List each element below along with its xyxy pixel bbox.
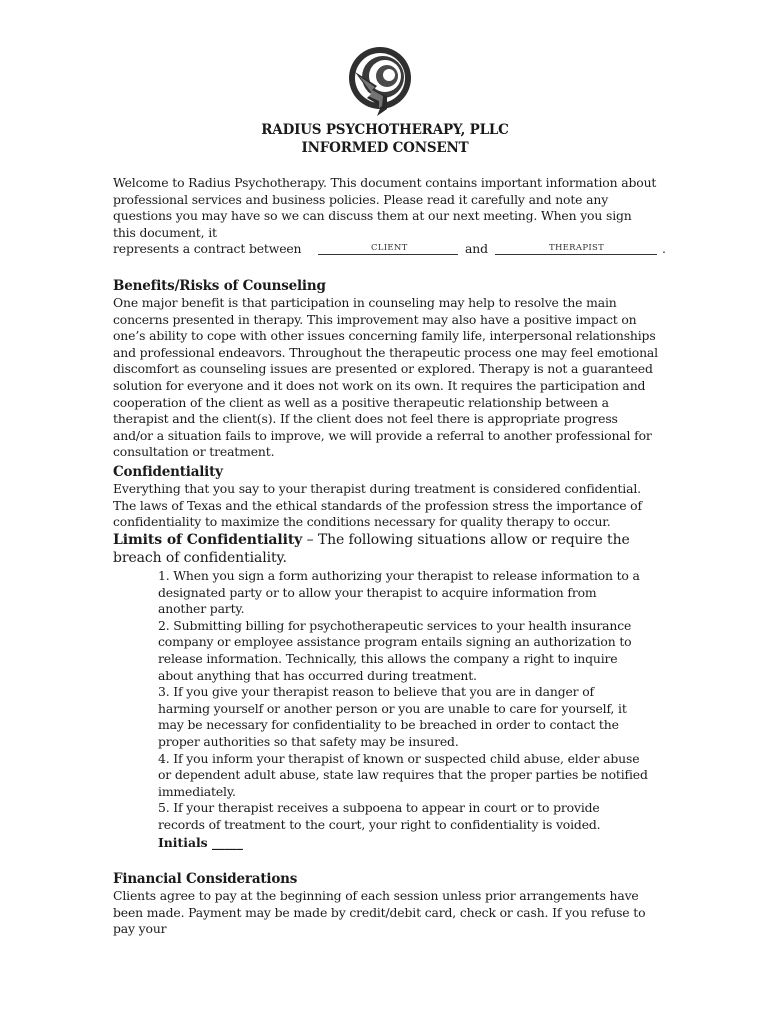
contract-lead-text: represents a contract between bbox=[113, 241, 302, 257]
list-item: 1. When you sign a form authorizing your therapist to release information to a designated party or to allow your therapist to acquire information from another party. bbox=[158, 568, 640, 617]
limits-lead-text: – The following situations allow or require the breach of confidentiality. bbox=[113, 532, 630, 566]
benefits-body: One major benefit is that participation in counseling may help to resolve the main concerns presented in therapy. This improvement may also have a positive impact on one’s ability to cope with other issues concerning family life, interpersonal relationships and professional endeavors. Throughout the therapeutic process one may feel emotional discomfort as counseling issues are presented or explored. Therapy is not a guaranteed solution for everyone and it does not work on its own. It requires the participation and cooperation of the client as well as a positive therapeutic relationship between a therapist and the client(s). If the client does not feel there is appropriate progress and/or a situation fails to improve, we will provide a referral to another professional for consultation or treatment. bbox=[113, 295, 658, 460]
financial-heading: Financial Considerations bbox=[113, 871, 298, 887]
limits-intro bbox=[113, 532, 658, 567]
therapist-signature-line[interactable] bbox=[495, 254, 657, 255]
confidentiality-body: Everything that you say to your therapist during treatment is considered confidential. The laws of Texas and the ethical standards of the profession stress the importance of confidentiality to maximize the conditions necessary for quality therapy to occur. bbox=[113, 481, 642, 530]
initials-field[interactable]: Initials _____ bbox=[158, 835, 243, 850]
limits-list bbox=[158, 568, 648, 834]
therapist-caption: THERAPIST bbox=[549, 243, 605, 253]
financial-body: Clients agree to pay at the beginning of each session unless prior arrangements have been made. Payment may be made by credit/debit card, check or cash. If you refuse to pay your bbox=[113, 888, 646, 937]
list-item: 3. If you give your therapist reason to believe that you are in danger of harming yourself or another person or you are unable to care for yourself, it may be necessary for confidentiality to be breached in order to contact the proper authorities so that safety may be insured. bbox=[158, 684, 627, 749]
document-title: INFORMED CONSENT bbox=[301, 140, 469, 156]
radius-swirl-arrow-logo bbox=[347, 46, 413, 118]
client-caption: CLIENT bbox=[371, 243, 408, 253]
limits-heading: Limits of Confidentiality bbox=[113, 532, 303, 548]
company-name: RADIUS PSYCHOTHERAPY, PLLC bbox=[261, 122, 509, 138]
and-text: and bbox=[465, 241, 488, 257]
client-signature-line[interactable] bbox=[318, 254, 458, 255]
benefits-heading: Benefits/Risks of Counseling bbox=[113, 278, 326, 294]
list-item: 5. If your therapist receives a subpoena to appear in court or to provide records of treatment to the court, your right to confidentiality is voided. bbox=[158, 800, 601, 832]
list-item: 4. If you inform your therapist of known or suspected child abuse, elder abuse or dependent adult abuse, state law requires that the proper parties be notified immediately. bbox=[158, 750, 648, 799]
end-dot: . bbox=[662, 241, 666, 257]
confidentiality-heading: Confidentiality bbox=[113, 464, 223, 480]
list-item: 2. Submitting billing for psychotherapeutic services to your health insurance company or employee assistance program entails signing an authorization to release information. Technically, this allows the company a right to inquire about anything that has occurred during treatment. bbox=[158, 617, 632, 683]
intro-paragraph: Welcome to Radius Psychotherapy. This document contains important information about professional services and business policies. Please read it carefully and note any questions you may have so we can discuss them at our next meeting. When you sign this document, it bbox=[113, 175, 657, 240]
